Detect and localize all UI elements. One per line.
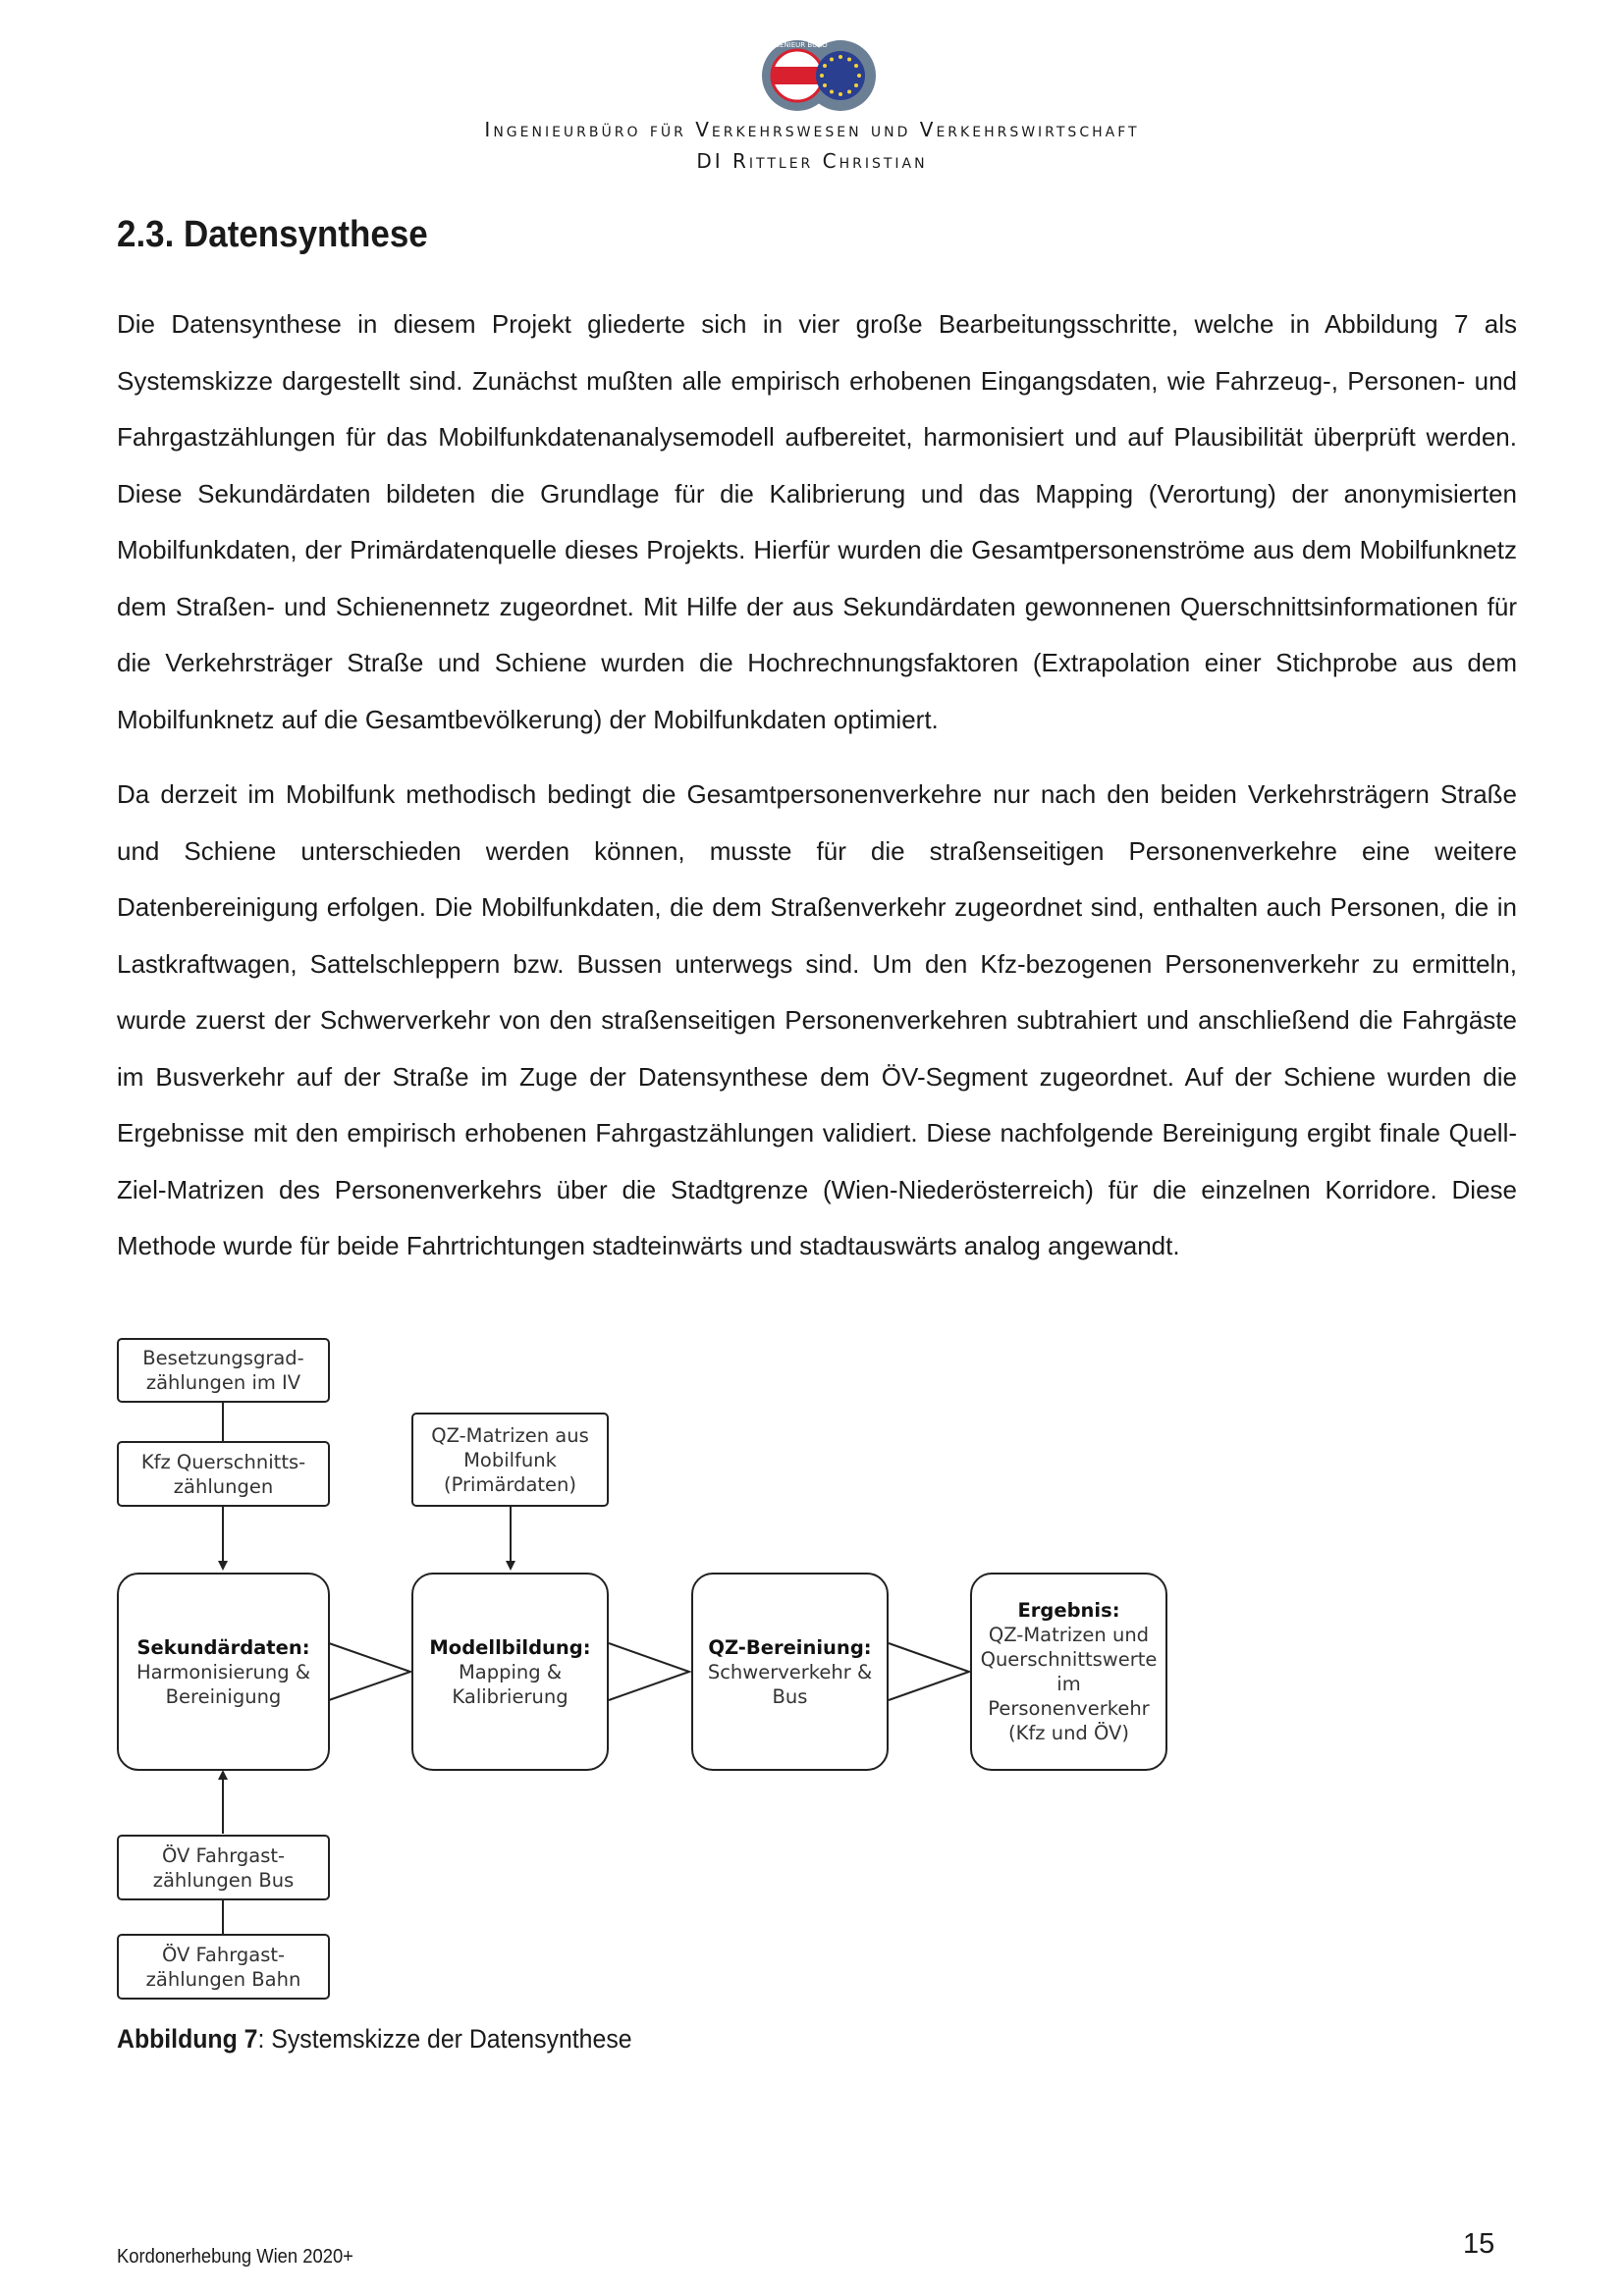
company-logo: [746, 35, 893, 116]
figure-caption-text: : Systemskizze der Datensynthese: [257, 2024, 632, 2054]
box-besetzungsgrad: Besetzungsgrad- zählungen im IV: [117, 1338, 330, 1403]
chevron-sekundaer-modell: [329, 1643, 410, 1700]
organization-owner: DI Rittler Christian: [696, 149, 928, 173]
box-qz-matrizen-mobilfunk: QZ-Matrizen aus Mobilfunk (Primärdaten): [411, 1413, 609, 1507]
box-kfz-querschnitt: Kfz Querschnitts- zählungen: [117, 1441, 330, 1507]
box-ergebnis: Ergebnis: QZ-Matrizen und Querschnittswerte im Personenverkehr (Kfz und ÖV): [970, 1573, 1167, 1771]
box-ov-fahrgast-bahn: ÖV Fahrgast- zählungen Bahn: [117, 1934, 330, 2000]
organization-name: Ingenieurbüro für Verkehrswesen und Verkehrswirtschaft: [484, 118, 1140, 141]
footer-document-title: Kordonerhebung Wien 2020+: [117, 2246, 353, 2268]
body-paragraph-1: Die Datensynthese in diesem Projekt gliederte sich in vier große Bearbeitungsschritte, welche in Abbildung 7 als Systemskizze dargestellt sind. Zunächst mußten alle empirisch erhobenen Eingangsdaten, wie Fahrzeug-, Personen- und Fahrgastzählungen für das Mobilfunkdatenanalysemodell aufbereitet, harmonisiert und auf Plausibilität überprüft werden. Diese Sekundärdaten bildeten die Grundlage für die Kalibrierung und das Mapping (Verortung) der anonymisierten Mobilfunkdaten, der Primärdatenquelle dieses Projekts. Hierfür wurden die Gesamtpersonenströme aus dem Mobilfunknetz dem Straßen- und Schienennetz zugeordnet. Mit Hilfe der aus Sekundärdaten gewonnenen Querschnittsinformationen für die Verkehrsträger Straße und Schiene wurden die Hochrechnungsfaktoren (Extrapolation einer Stichprobe aus dem Mobilfunknetz auf die Gesamtbevölkerung) der Mobilfunkdaten optimiert.: [117, 309, 1517, 734]
chevron-modell-bereinigung: [609, 1643, 689, 1700]
box-qz-bereinigung: QZ-Bereiniung: Schwerverkehr & Bus: [691, 1573, 889, 1771]
box-sekundaerdaten: Sekundärdaten: Harmonisierung & Bereinigung: [117, 1573, 330, 1771]
body-paragraph-2: Da derzeit im Mobilfunk methodisch bedingt die Gesamtpersonenverkehre nur nach den beiden Verkehrsträgern Straße und Schiene unterschieden werden können, musste für die straßenseitigen Personenverkehre eine weitere Datenbereinigung erfolgen. Die Mobilfunkdaten, die dem Straßenverkehr zugeordnet sind, enthalten auch Personen, die in Lastkraftwagen, Sattelschleppern bzw. Bussen unterwegs sind. Um den Kfz-bezogenen Personenverkehr zu ermitteln, wurde zuerst der Schwerverkehr von den straßenseitigen Personenverkehren subtrahiert und anschließend die Fahrgäste im Busverkehr auf der Straße im Zuge der Datensynthese dem ÖV-Segment zugeordnet. Auf der Schiene wurden die Ergebnisse mit den empirisch erhobenen Fahrgastzählungen validiert. Diese nachfolgende Bereinigung ergibt finale Quell-Ziel-Matrizen des Personenverkehrs über die Stadtgrenze (Wien-Niederösterreich) für die einzelnen Korridore. Diese Methode wurde für beide Fahrtrichtungen stadteinwärts und stadtauswärts analog angewandt.: [117, 779, 1517, 1260]
section-heading: 2.3. Datensynthese: [117, 214, 428, 255]
chevron-bereinigung-ergebnis: [889, 1643, 969, 1700]
box-ov-fahrgast-bus: ÖV Fahrgast- zählungen Bus: [117, 1835, 330, 1900]
logo-text: INGENIEUR BÜRO: [767, 41, 828, 49]
page-number: 15: [1463, 2228, 1495, 2260]
figure-caption-label: Abbildung 7: [117, 2024, 258, 2054]
box-modellbildung: Modellbildung: Mapping & Kalibrierung: [411, 1573, 609, 1771]
system-sketch-diagram: [110, 1337, 1190, 2004]
figure-caption: [117, 2024, 632, 2055]
